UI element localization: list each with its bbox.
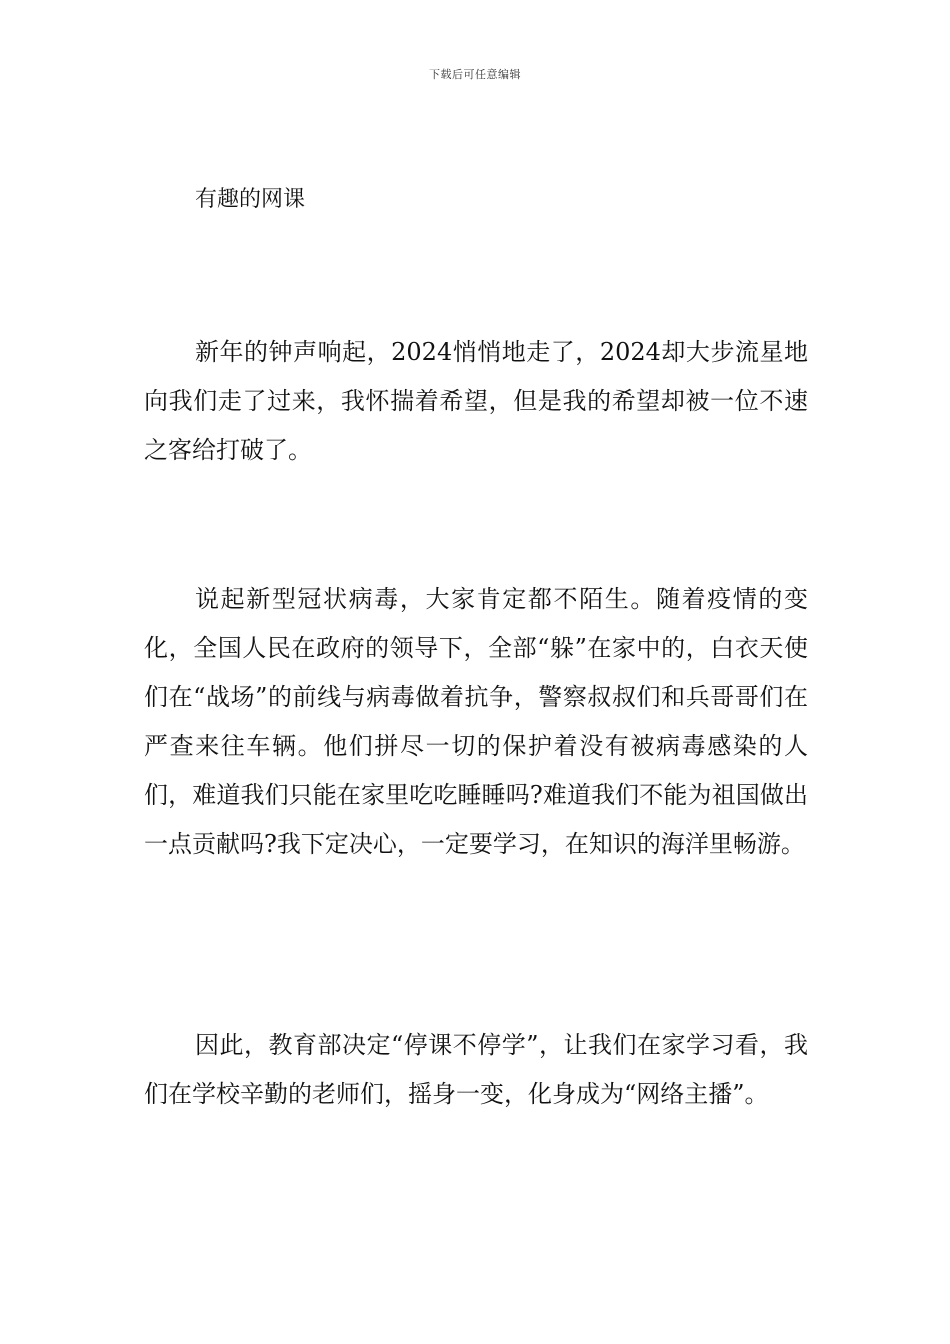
paragraph-new-year: 新年的钟声响起，2024悄悄地走了，2024却大步流星地向我们走了过来，我怀揣着希望，但是我的希望却被一位不速之客给打破了。	[144, 338, 808, 464]
paragraph-online-class: 因此，教育部决定“停课不停学”，让我们在家学习看，我们在学校辛勤的老师们，摇身一变，化身成为“网络主播”。	[144, 1031, 808, 1108]
page-header-note: 下载后可任意编辑	[429, 68, 521, 81]
paragraph-virus: 说起新型冠状病毒，大家肯定都不陌生。随着疫情的变化，全国人民在政府的领导下，全部“躲”在家中的，白衣天使们在“战场”的前线与病毒做着抗争，警察叔叔们和兵哥哥们在严查来往车辆。他们拼尽一切的保护着没有被病毒感染的人们，难道我们只能在家里吃吃睡睡吗?难道我们不能为祖国做出一点贡献吗?我下定决心，一定要学习，在知识的海洋里畅游。	[144, 585, 808, 858]
document-title: 有趣的网课	[195, 187, 306, 212]
